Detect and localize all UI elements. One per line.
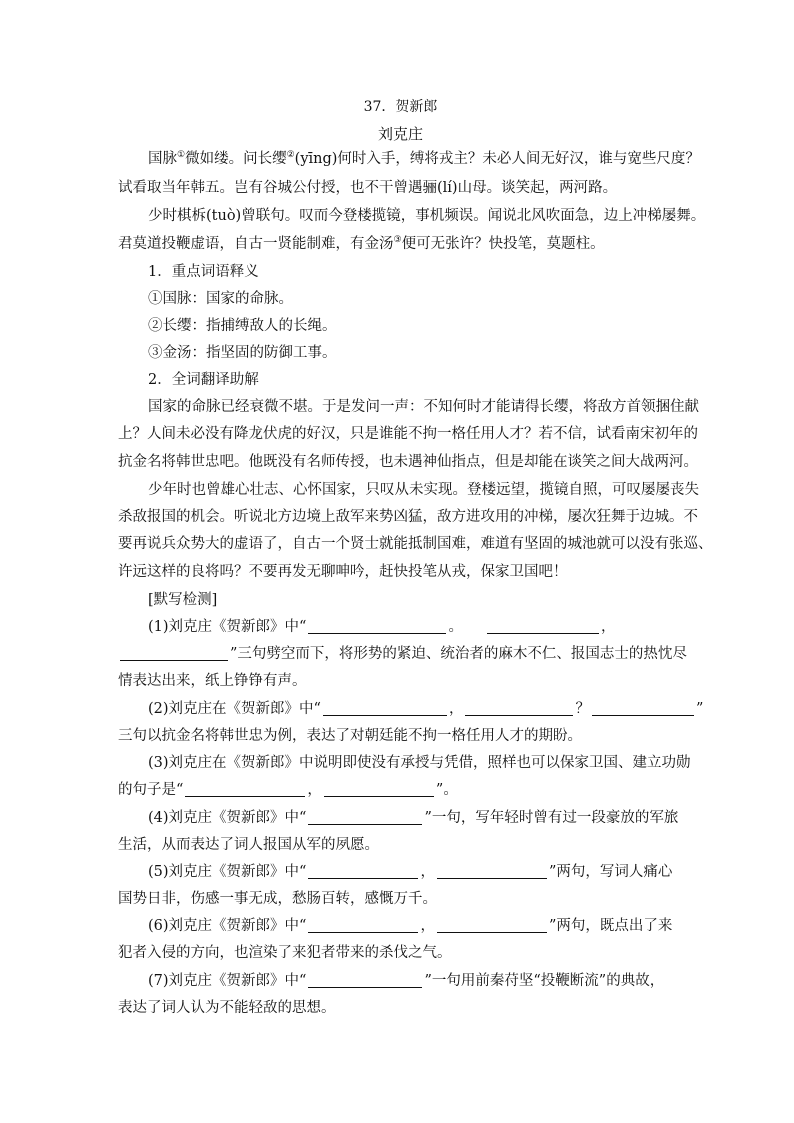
glossary-item: ③金汤：指坚固的防御工事。 — [148, 345, 337, 361]
question-2: (2)刘克庄在《贺新郎》中“ ， ？ ” — [148, 701, 704, 717]
translation-line: 少年时也曾雄心壮志、心怀国家，只叹从未实现。登楼远望，揽镜自照，可叹屡屡丧失 — [148, 482, 699, 498]
answer-blank[interactable] — [487, 618, 599, 634]
answer-blank[interactable] — [185, 781, 305, 797]
answer-blank[interactable] — [324, 781, 434, 797]
answer-blank[interactable] — [308, 972, 422, 988]
question-4-cont: 生活，从而表达了词人报国从军的夙愿。 — [118, 837, 379, 853]
footnote-marker: ① — [177, 150, 186, 160]
translation-line: 抗金名将韩世忠吧。他既没有名师传授，也未遇神仙指点，但是却能在谈笑之间大战两河。 — [118, 454, 698, 470]
question-7-cont: 表达了词人认为不能轻敌的思想。 — [118, 1000, 336, 1016]
answer-blank[interactable] — [308, 809, 422, 825]
answer-blank[interactable] — [437, 917, 547, 933]
question-5-cont: 国势日非，伤感一事无成，愁肠百转，感慨万千。 — [118, 891, 437, 907]
answer-blank[interactable] — [308, 863, 418, 879]
footnote-marker: ② — [286, 150, 295, 160]
translation-line: 杀敌报国的机会。听说北方边境上敌军来势凶猛，敌方进攻用的冲梯，屡次狂舞于边城。不 — [118, 509, 698, 525]
translation-line: 上？人间未必没有降龙伏虎的好汉，只是谁能不拘一格任用人才？若不信，试看南宋初年的 — [118, 426, 698, 442]
glossary-item: ①国脉：国家的命脉。 — [148, 291, 293, 307]
question-6: (6)刘克庄《贺新郎》中“ ， ”两句，既点出了来 — [148, 918, 673, 934]
answer-blank[interactable] — [437, 863, 547, 879]
answer-blank[interactable] — [323, 700, 447, 716]
poem-title: 37．贺新郎 — [363, 99, 438, 115]
section-heading: [默写检测] — [148, 592, 218, 608]
poem-line: 试看取当年韩五。岂有谷城公付授，也不干曾遇骊(lí)山母。谈笑起，两河路。 — [118, 180, 618, 196]
glossary-item: ②长缨：指捕缚敌人的长绳。 — [148, 318, 337, 334]
translation-line: 许远这样的良将吗？不要再发无聊呻吟，赶快投笔从戎，保家卫国吧！ — [118, 564, 568, 580]
answer-blank[interactable] — [308, 917, 418, 933]
question-1: (1)刘克庄《贺新郎》中“ 。 ， — [148, 619, 616, 635]
question-4: (4)刘克庄《贺新郎》中“ ”一句，写年轻时曾有过一段豪放的军旅 — [148, 810, 679, 826]
question-1-cont: ”三句劈空而下，将形势的紧迫、统治者的麻木不仁、报国志士的热忱尽 — [118, 643, 683, 665]
question-2-cont: 三句以抗金名将韩世忠为例，表达了对朝廷能不拘一格任用人才的期盼。 — [118, 728, 582, 744]
question-3-cont: 的句子是“ ， ”。 — [118, 782, 458, 798]
footnote-marker: ③ — [393, 235, 402, 245]
poem-line: 少时棋柝(tuò)曾联句。叹而今登楼揽镜，事机频误。闻说北风吹面急，边上冲梯屡舞。 — [148, 208, 706, 224]
question-5: (5)刘克庄《贺新郎》中“ ， ”两句，写词人痛心 — [148, 864, 673, 880]
question-1-cont: 情表达出来，纸上铮铮有声。 — [118, 673, 307, 689]
translation-line: 要再说兵众势大的虚语了，自古一个贤士就能抵制国难，难道有坚固的城池就可以没有张巡、 — [118, 536, 713, 552]
question-3: (3)刘克庄在《贺新郎》中说明即使没有承授与凭借，照样也可以保家卫国、建立功勋 — [148, 755, 691, 771]
poem-line: 国脉①微如缕。问长缨②(yīng)何时入手，缚将戎主？未必人间无好汉，谁与宽些尺度？ — [148, 150, 700, 167]
question-7: (7)刘克庄《贺新郎》中“ ”一句用前秦苻坚“投鞭断流”的典故， — [148, 973, 665, 989]
answer-blank[interactable] — [592, 700, 694, 716]
section-heading: 1．重点词语释义 — [148, 264, 259, 280]
section-heading: 2．全词翻译助解 — [148, 372, 259, 388]
answer-blank[interactable] — [465, 700, 573, 716]
poem-line: 君莫道投鞭虚语，自古一贤能制难，有金汤③便可无张许？快投笔，莫题柱。 — [118, 235, 605, 252]
poem-author: 刘克庄 — [377, 125, 423, 143]
answer-blank[interactable] — [308, 618, 446, 634]
translation-line: 国家的命脉已经衰微不堪。于是发问一声：不知何时才能请得长缨，将敌方首领捆住献 — [148, 399, 699, 415]
question-6-cont: 犯者入侵的方向，也渲染了来犯者带来的杀伐之气。 — [118, 945, 452, 961]
answer-blank[interactable] — [120, 645, 228, 661]
